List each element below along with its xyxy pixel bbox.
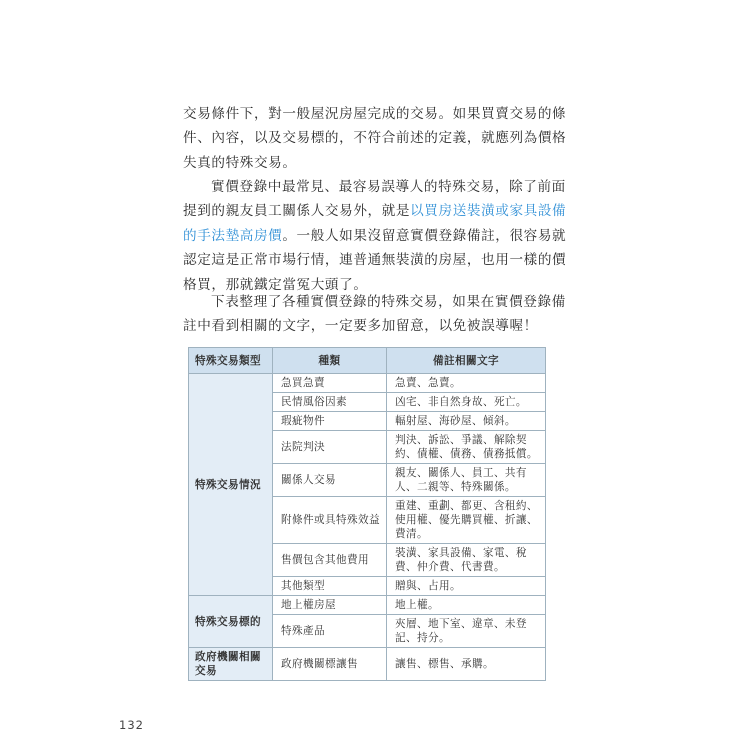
remark-cell: 急賣、急賣。 bbox=[387, 374, 546, 393]
category-cell: 政府機關相關交易 bbox=[189, 648, 273, 681]
remark-cell: 親友、關係人、員工、共有人、二親等、特殊關係。 bbox=[387, 464, 546, 497]
remark-cell: 輻射屋、海砂屋、傾斜。 bbox=[387, 412, 546, 431]
type-cell: 政府機關標讓售 bbox=[273, 648, 387, 681]
paragraph-table-intro: 下表整理了各種實價登錄的特殊交易，如果在實價登錄備註中看到相關的文字，一定要多加留意，以免被誤導喔！ bbox=[183, 294, 566, 335]
highlighted-text: 以買房送裝潢或家具設備的手法墊高房價 bbox=[183, 203, 567, 244]
type-cell: 關係人交易 bbox=[273, 464, 387, 497]
header-trade-type: 特殊交易類型 bbox=[189, 348, 273, 374]
table-row bbox=[189, 596, 546, 615]
type-cell: 瑕疵物件 bbox=[273, 412, 387, 431]
type-cell: 急買急賣 bbox=[273, 374, 387, 393]
remark-cell: 夾層、地下室、違章、未登記、持分。 bbox=[387, 615, 546, 648]
remark-cell: 地上權。 bbox=[387, 596, 546, 615]
category-cell: 特殊交易標的 bbox=[189, 596, 273, 648]
paragraph-special-trade bbox=[183, 175, 568, 297]
type-cell: 法院判決 bbox=[273, 431, 387, 464]
remark-cell: 凶宅、非自然身故、死亡。 bbox=[387, 393, 546, 412]
header-remark: 備註相關文字 bbox=[387, 348, 546, 374]
category-cell: 特殊交易情況 bbox=[189, 374, 273, 596]
table-row bbox=[189, 374, 546, 393]
paragraph-text: 實價登錄中最常見、最容易誤導人的特殊交易，除了前面提到的親友員工關係人交易外，就是 bbox=[183, 179, 566, 220]
special-trade-table bbox=[188, 347, 546, 681]
type-cell: 其他類型 bbox=[273, 577, 387, 596]
type-cell: 特殊產品 bbox=[273, 615, 387, 648]
remark-cell: 贈與、占用。 bbox=[387, 577, 546, 596]
paragraph-text: 。一般人如果沒留意實價登錄備註，很容易就認定這是正常市場行情，連普通無裝潢的房屋，也用一樣的價格買，那就鐵定當冤大頭了。 bbox=[183, 227, 567, 293]
remark-cell: 判決、訴訟、爭議、解除契約、債權、債務、債務抵償。 bbox=[387, 431, 546, 464]
page-number: 132 bbox=[119, 718, 144, 732]
header-kind: 種類 bbox=[273, 348, 387, 374]
type-cell: 地上權房屋 bbox=[273, 596, 387, 615]
remark-cell: 讓售、標售、承購。 bbox=[387, 648, 546, 681]
table-header-row bbox=[189, 348, 546, 374]
type-cell: 附條件或具特殊效益 bbox=[273, 497, 387, 544]
remark-cell: 裝潢、家具設備、家電、稅費、仲介費、代書費。 bbox=[387, 544, 546, 577]
type-cell: 售價包含其他費用 bbox=[273, 544, 387, 577]
remark-cell: 重建、重劃、都更、含租約、使用權、優先購買權、折讓、費清。 bbox=[387, 497, 546, 544]
paragraph-intro: 交易條件下，對一般屋況房屋完成的交易。如果買賣交易的條件、內容，以及交易標的，不符合前述的定義，就應列為價格失真的特殊交易。 bbox=[183, 106, 567, 171]
type-cell: 民情風俗因素 bbox=[273, 393, 387, 412]
table-row bbox=[189, 648, 546, 681]
